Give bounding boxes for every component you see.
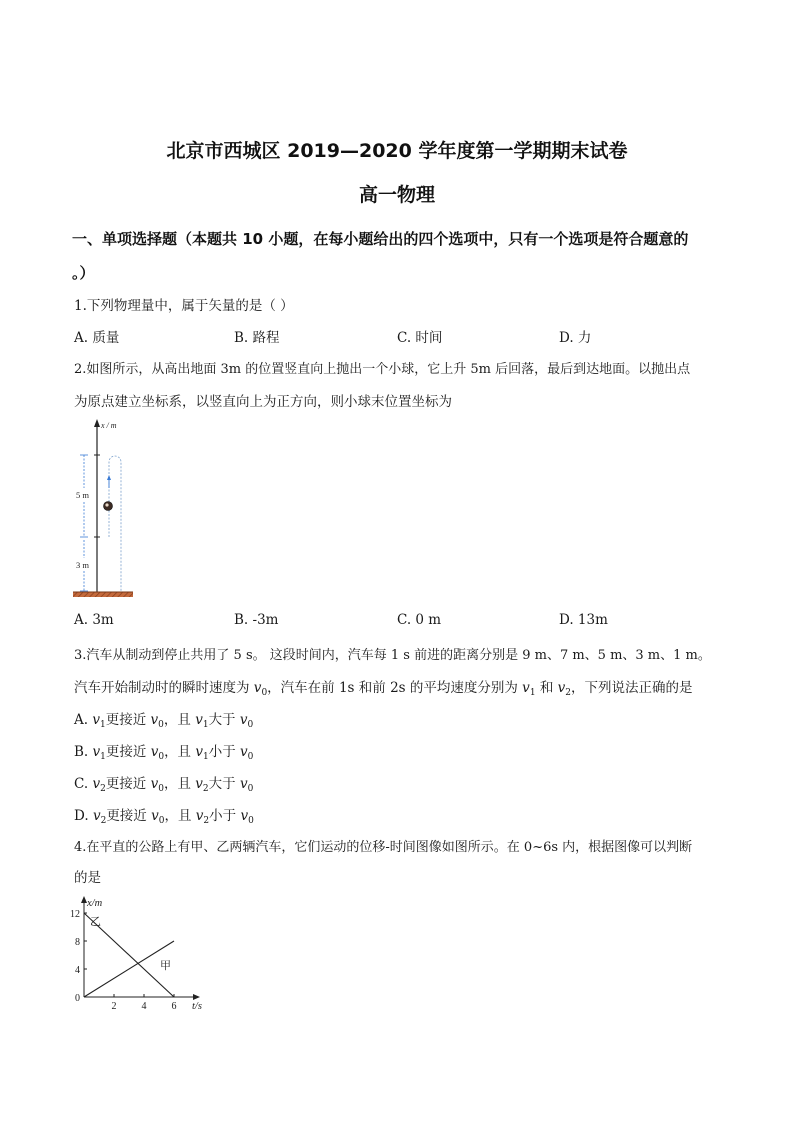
- q4-chart: [62, 893, 212, 1013]
- q3-option-d: D. $v_2$更接近 $v_0$，且 $v_2$小于 $v_0$: [74, 808, 254, 826]
- x-tick-label: 4: [141, 1001, 147, 1012]
- q2-stem-line2: 为原点建立坐标系，以竖直向上为正方向，则小球末位置坐标为: [74, 394, 452, 410]
- y-tick-label: 12: [70, 909, 80, 920]
- q1-stem: 1.下列物理量中，属于矢量的是（ ）: [74, 298, 294, 314]
- q3-option-a: A. $v_1$更接近 $v_0$，且 $v_1$大于 $v_0$: [74, 712, 254, 730]
- q2-axis-label: x / m: [101, 421, 117, 430]
- q2-option-c: C. 0 m: [397, 612, 442, 628]
- section-heading: 一、单项选择题（本题共 10 小题，在每小题给出的四个选项中，只有一个选项是符合题意的: [72, 230, 689, 248]
- q2-ground: [73, 592, 133, 597]
- page-title: 北京市西城区 2019—2020 学年度第一学期期末试卷: [166, 140, 628, 162]
- series-label: 甲: [160, 960, 171, 972]
- x-tick-label: 6: [171, 1001, 177, 1012]
- q4-stem-line1: 4.在平直的公路上有甲、乙两辆汽车，它们运动的位移-时间图像如图所示。在 0~6s 内，根据图像可以判断: [74, 840, 693, 855]
- y-tick-label: 4: [75, 965, 80, 976]
- x-tick-label: 2: [111, 1001, 117, 1012]
- q3-stem-line1: 3.汽车从制动到停止共用了 5 s。 这段时间内，汽车每 1 s 前进的距离分别是 9 m、7 m、5 m、3 m、1 m。: [74, 648, 711, 663]
- q2-stem-line1: 2.如图所示，从高出地面 3m 的位置竖直向上抛出一个小球，它上升 5m 后回落，最后到达地面。以抛出点: [74, 362, 691, 377]
- q1-option-b: B. 路程: [234, 330, 280, 346]
- q3-option-b: B. $v_1$更接近 $v_0$，且 $v_1$小于 $v_0$: [74, 744, 254, 762]
- q2-option-b: B. -3m: [234, 612, 279, 628]
- q2-option-a: A. 3m: [74, 612, 114, 628]
- q4-stem-line2: 的是: [74, 870, 101, 886]
- q2-up-arrow-icon: [107, 475, 111, 480]
- section-heading-cont: 。）: [72, 264, 95, 282]
- y-tick-label: 8: [75, 937, 80, 948]
- q1-option-c: C. 时间: [397, 330, 443, 346]
- q4-chart-axes: [81, 896, 200, 1000]
- page-subtitle: 高一物理: [358, 184, 435, 206]
- series-label: 乙: [90, 916, 101, 928]
- q2-figure: [70, 418, 136, 602]
- x-axis-label: t/s: [192, 1001, 202, 1012]
- y-tick-label: 0: [75, 993, 80, 1004]
- q2-trajectory: [109, 456, 121, 591]
- q2-axis-arrow: [94, 419, 100, 427]
- q2-label-5m: 5 m: [76, 490, 89, 500]
- y-axis-label: x/m: [87, 898, 103, 909]
- q1-option-d: D. 力: [559, 330, 592, 346]
- q1-option-a: A. 质量: [74, 330, 120, 346]
- q2-option-d: D. 13m: [559, 612, 608, 628]
- q3-stem-line2: 汽车开始制动时的瞬时速度为 $v_0$，汽车在前 1s 和前 2s 的平均速度分别为 $v_1$ 和 $v_2$，下列说法正确的是: [74, 680, 693, 698]
- q2-label-3m: 3 m: [76, 560, 89, 570]
- q3-option-c: C. $v_2$更接近 $v_0$，且 $v_2$大于 $v_0$: [74, 776, 254, 794]
- x-axis-arrow: [193, 994, 200, 1000]
